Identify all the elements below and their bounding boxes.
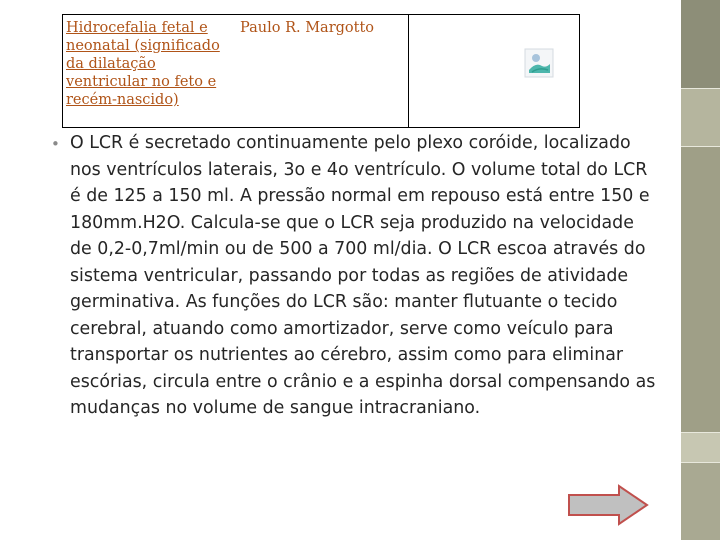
sidebar-block [681,88,720,146]
bullet-marker: • [51,135,60,153]
picture-placeholder-icon [524,48,554,78]
sidebar-block [681,0,720,88]
header-table [62,14,580,128]
sidebar-divider [681,88,720,89]
presentation-title-link[interactable]: Hidrocefalia fetal e neonatal (significado da dilatação ventricular no feto e recém-nascido) [66,20,220,108]
sidebar-divider [681,432,720,433]
arrow-right-icon[interactable] [567,484,649,526]
author-name: Paulo R. Margotto [240,20,375,36]
sidebar-divider [681,146,720,147]
sidebar-block [681,146,720,432]
body-paragraph: O LCR é secretado continuamente pelo plexo coróide, localizado nos ventrículos laterais, 3o e 4o ventrículo. O volume total do LCR é de 125 a 150 ml. A pressão normal em repouso está entre 150 e 180mm.H2O. Calcula-se que o LCR seja produzido na velocidade de 0,2-0,7ml/min ou de 500 a 700 ml/dia. O LCR escoa através do sistema ventricular, passando por todas as regiões de atividade germinativa. As funções do LCR são: manter flutuante o tecido cerebral, atuando como amortizador, serve como veículo para transportar os nutrientes ao cérebro, assim como para eliminar escórias, circula entre o crânio e a espinha dorsal compensando as mudanças no volume de sangue intracraniano. [70,133,656,418]
sidebar-divider [681,462,720,463]
header-image-cell [408,15,579,127]
sidebar-block [681,462,720,540]
sidebar-block [681,432,720,462]
